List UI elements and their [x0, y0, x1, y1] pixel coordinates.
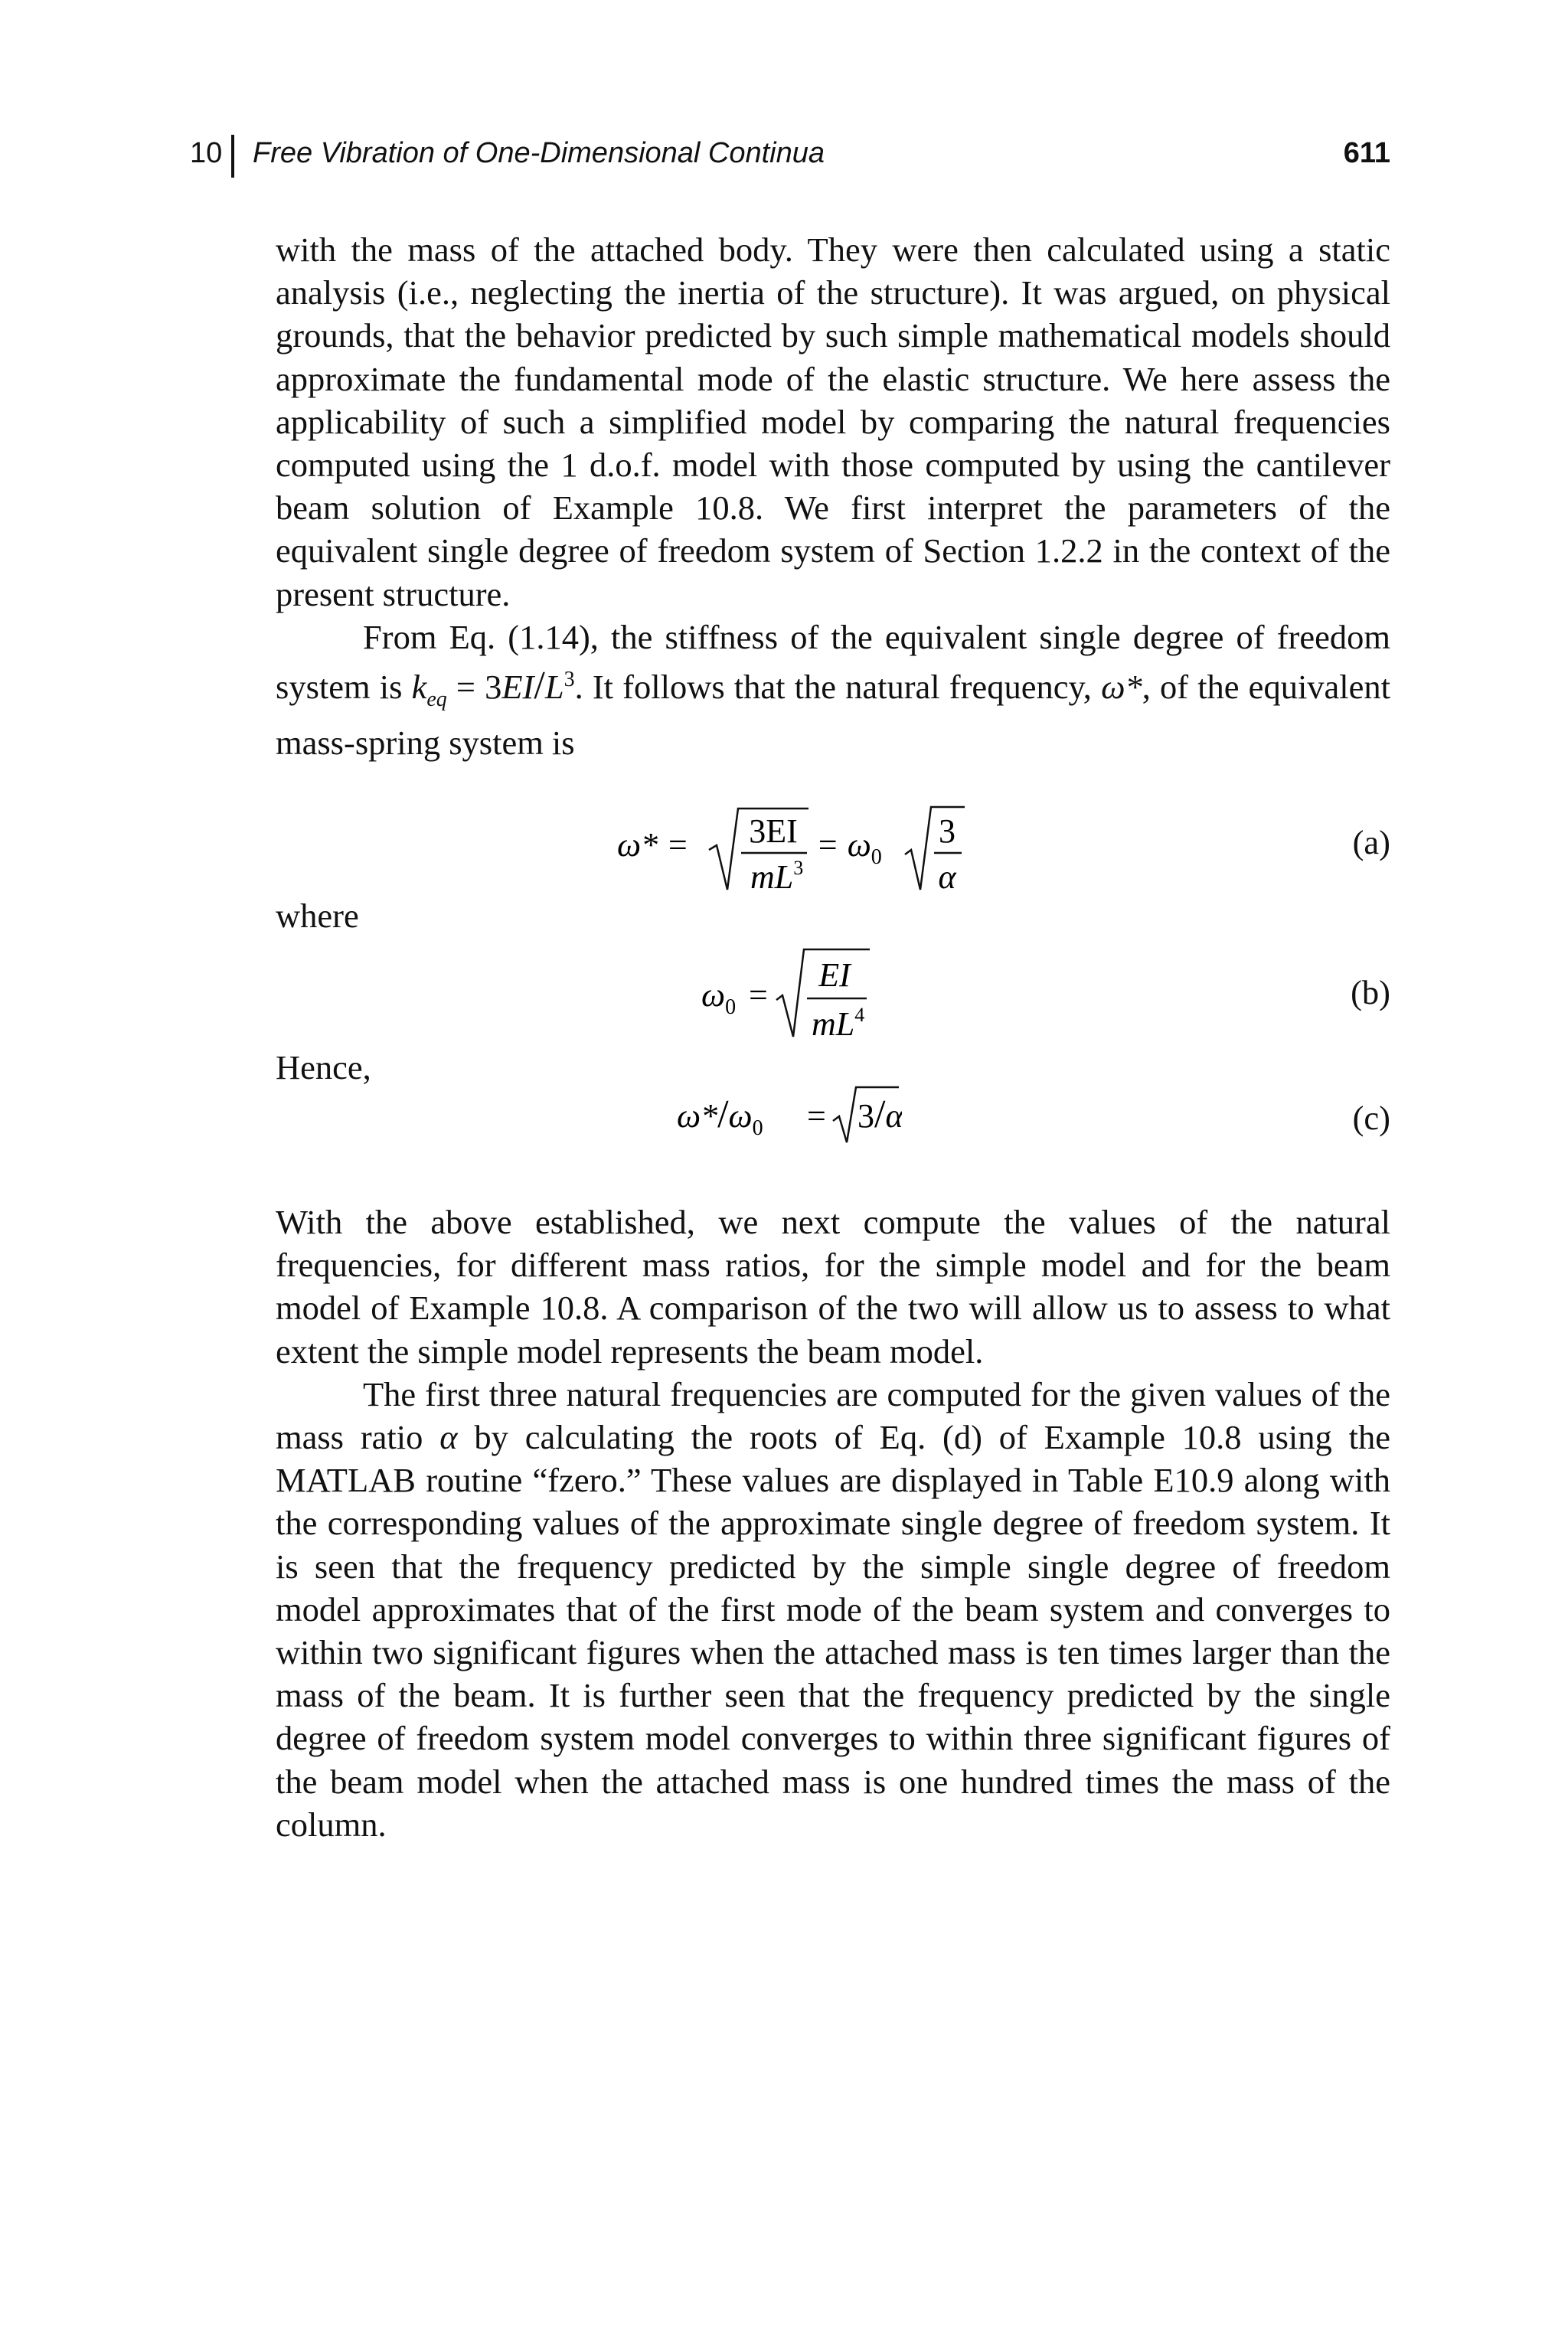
eq-c-radicand: 3/α — [858, 1093, 902, 1136]
eq-a-frac2-num: 3 — [939, 812, 956, 850]
keq-l: L — [544, 667, 564, 706]
equation-a-svg — [612, 781, 965, 903]
equation-c-svg — [672, 1080, 902, 1148]
keq-ei: EI — [501, 667, 534, 706]
page-number: 611 — [1343, 137, 1390, 169]
equation-a-label: (a) — [1352, 823, 1390, 861]
keq-equals: = 3 — [446, 667, 502, 706]
paragraph-4-rest: routine “fzero.” These values are displayed in Table E10.9 along with the corresponding values of the approximate single degree of freedom system. It is seen that the frequency predicted by the simple single degree of freedom model approximates that of the first mode of the beam system and converges to within two significant figures when the attached mass is ten times larger than the mass of the beam. It is further seen that the frequency predicted by the single degree of freedom system model converges to within three significant figures of the beam model when the attached mass is one hundred times the mass of the column. — [276, 1461, 1390, 1844]
eq-a-mid: = $\omega_0$ — [816, 826, 882, 869]
matlab-name: MATLAB — [276, 1461, 416, 1500]
running-header — [190, 135, 1390, 181]
paragraph-4-before: The first three natural frequencies are computed for the given values of the mass ratio — [276, 1374, 1390, 1457]
eq-c-equals: = — [807, 1097, 826, 1135]
keq-slash: / — [534, 663, 545, 707]
equation-c-label: (c) — [1352, 1099, 1390, 1137]
body-text-bottom — [276, 1201, 1390, 1846]
paragraph-2-after: , of the equivalent mass-spring system is — [276, 667, 1391, 762]
paragraph-3: With the above established, we next compute the values of the natural frequencies, for different mass ratios, for the simple model and for the beam model of Example 10.8. A comparison of the two will allow us to assess to what extent the simple model represents the beam model. — [276, 1203, 1390, 1371]
word-where: where — [276, 897, 359, 935]
paragraph-2-middle: . It follows that the natural frequency, — [574, 667, 1092, 706]
equation-a — [612, 781, 965, 903]
eq-a-numerator: 3EI — [749, 812, 798, 850]
eq-b-numerator: EI — [818, 956, 851, 994]
equation-b-svg — [697, 934, 896, 1049]
equation-b-label: (b) — [1351, 973, 1390, 1011]
keq-k: k — [411, 667, 427, 706]
word-hence: Hence, — [276, 1048, 371, 1086]
eq-b-denominator: $mL^4$ — [812, 1004, 865, 1043]
chapter-title: Free Vibration of One-Dimensional Continua — [253, 137, 825, 169]
body-text-top — [276, 228, 1390, 764]
keq-sub: eq — [426, 687, 447, 711]
alpha-inline: α — [439, 1418, 458, 1457]
equation-c — [672, 1080, 902, 1148]
eq-a-lhs: ω* = — [617, 826, 689, 864]
header-divider — [231, 135, 234, 178]
eq-c-lhs: $\omega*/\omega_0$ — [677, 1093, 763, 1140]
eq-a-denominator: $mL^3$ — [750, 857, 804, 896]
paragraph-4-after-alpha: by calculating the roots of Eq. (d) of Example 10.8 using the — [474, 1418, 1390, 1457]
keq-exponent: 3 — [564, 668, 575, 692]
eq-b-equals: = — [749, 976, 768, 1014]
paragraph-2 — [276, 616, 1390, 764]
paragraph-4 — [276, 1373, 1390, 1846]
eq-b-lhs: $\omega_0$ — [701, 976, 737, 1019]
paragraph-1: with the mass of the attached body. They were then calculated using a static analysis (i.e., neglecting the inertia of the structure). It was argued, on physical grounds, that the behavior predicted by such simple mathematical models should approximate the fundamental mode of the elastic structure. We here assess the applicability of such a simplified model by comparing the natural frequencies computed using the 1 d.o.f. model with those computed by using the cantilever beam solution of Example 10.8. We first interpret the parameters of the equivalent single degree of freedom system of Section 1.2.2 in the context of the present structure. — [276, 230, 1390, 613]
chapter-number: 10 — [190, 137, 223, 169]
omega-star-inline: ω* — [1101, 667, 1142, 706]
equation-b — [697, 934, 896, 1049]
eq-a-frac2-den: α — [938, 858, 956, 896]
keq-expression — [411, 663, 575, 711]
paragraph-2-before: From Eq. (1.14), the stiffness of the equivalent single degree of freedom system is — [276, 617, 1390, 706]
